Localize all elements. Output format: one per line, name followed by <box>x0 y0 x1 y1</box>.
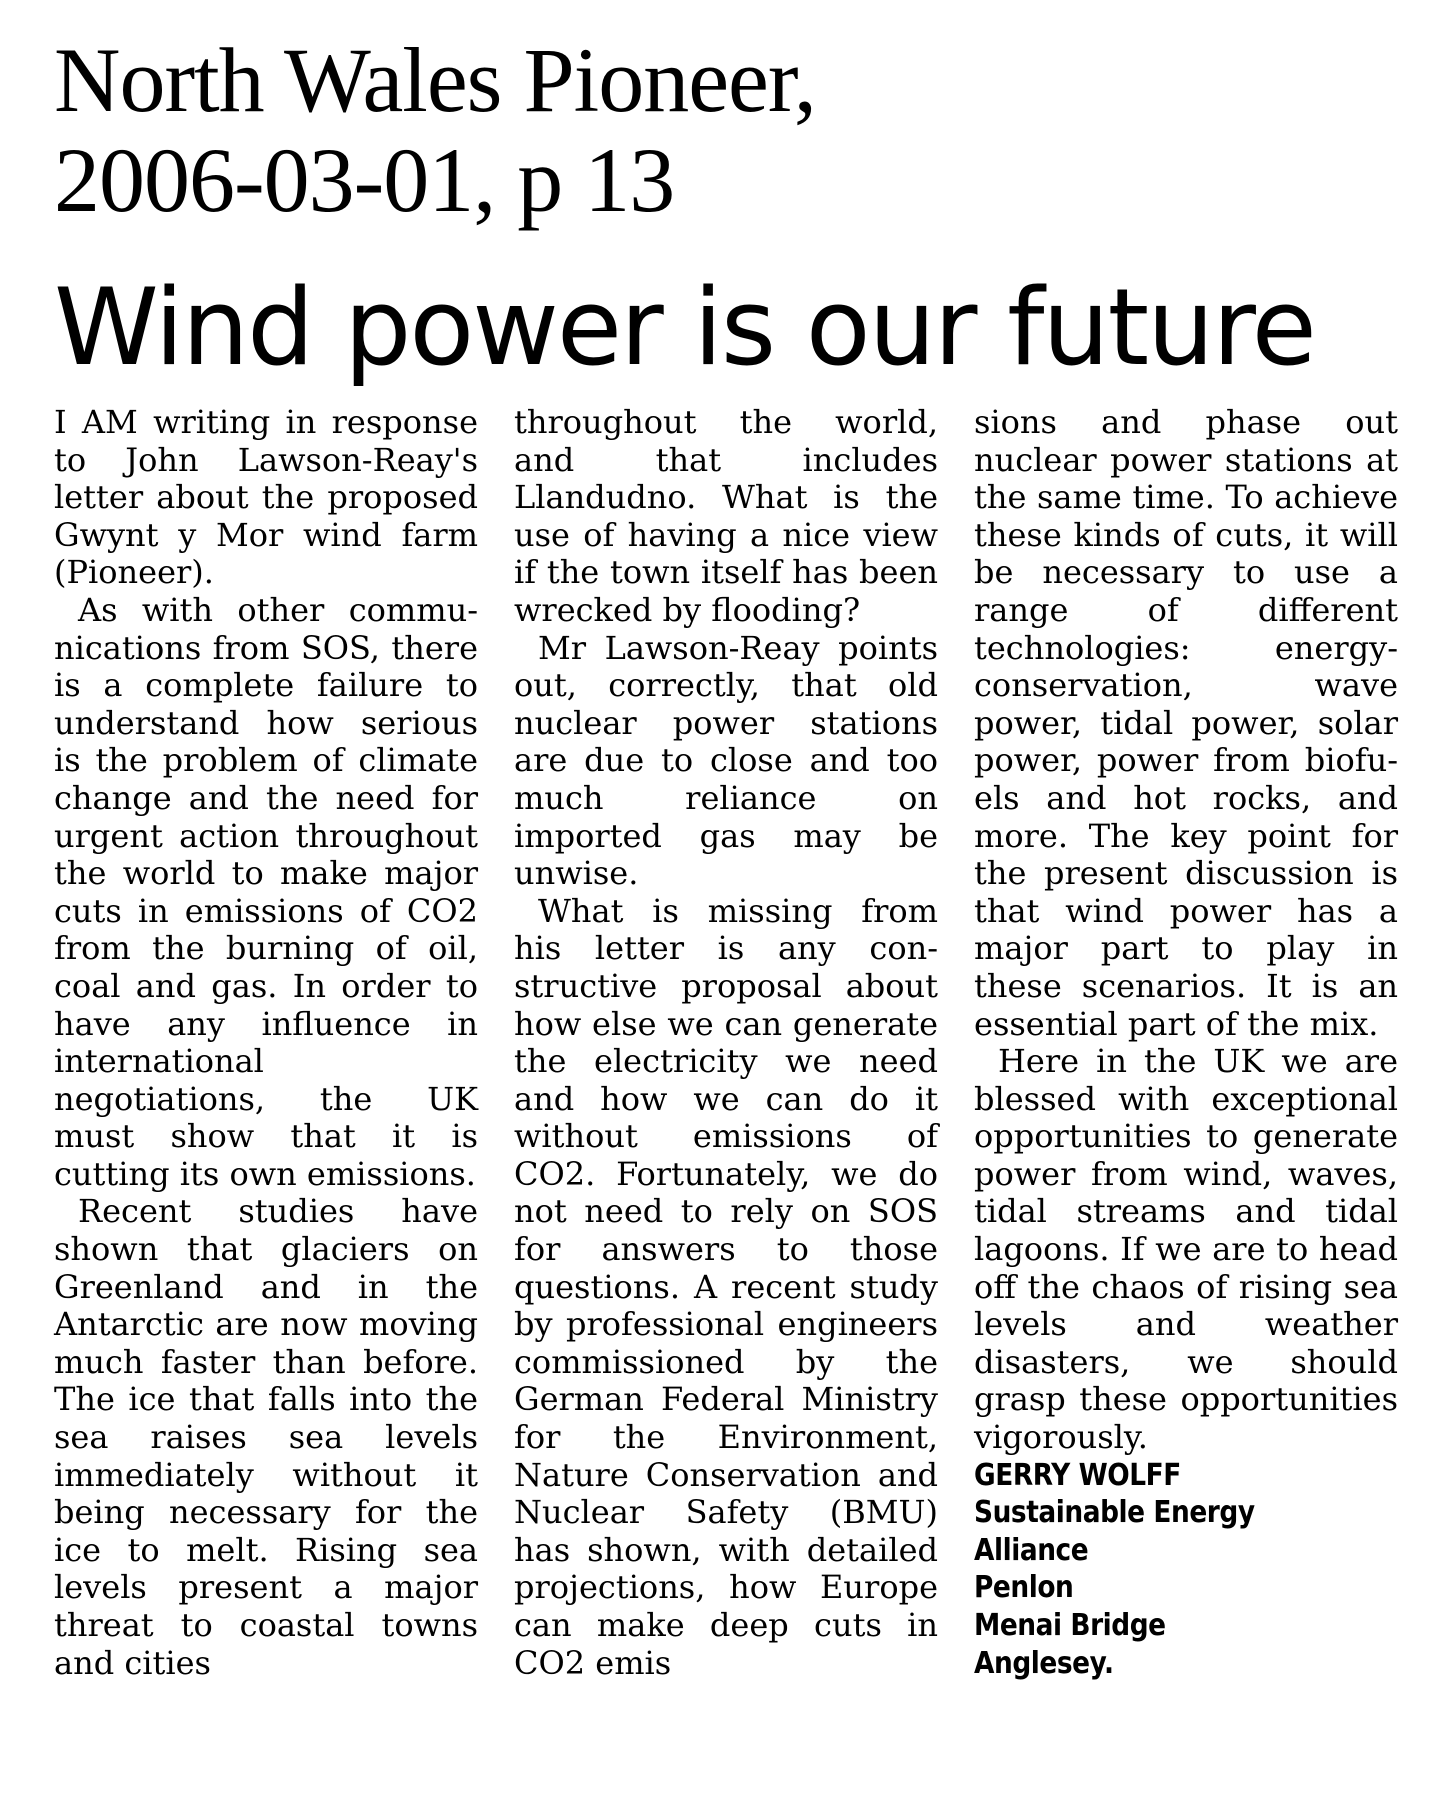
paragraph-uk-opportunities: Here in the UK we are blessed with exceptional opportunities to generate power from wind, waves, tidal streams and tidal lagoons. If we are to head off the chaos of rising sea levels and weather disasters, we should grasp these opportunities vigorously. <box>974 1042 1398 1457</box>
paragraph-glaciers: Recent studies have shown that glaciers on Greenland and in the Antarctic are now moving much faster than before. The ice that falls into the sea raises sea levels immediately without it being necessary for the ice to melt. Rising sea levels present a major threat to coastal towns and cities <box>54 1192 478 1682</box>
signature-address-line-1: Penlon <box>974 1570 1074 1606</box>
article-headline: Wind power is our future <box>54 266 1315 389</box>
paragraph-flooding: throughout the world, and that includes Llandudno. What is the use of having a nice view if the town itself has been wrecked by flooding? <box>514 403 938 629</box>
signature-org-line-1: Sustainable Energy <box>974 1495 1255 1531</box>
paragraph-nuclear: Mr Lawson-Reay points out, correctly, that old nuclear power stations are due to close and too much reliance on imported gas may be unwise. <box>514 628 938 893</box>
source-line-date-page: 2006-03-01, p 13 <box>54 129 675 231</box>
paragraph-sos-failure: As with other communications from SOS, there is a complete failure to understand how serious is the problem of climate change and the need for urgent action throughout the world to make major cuts in emissions of CO2 from the burning of oil, coal and gas. In order to have any influence in international negotiations, the UK must show that it is cutting its own emissions. <box>54 590 478 1193</box>
paragraph-intro: I AM writing in response to John Lawson-Reay's letter about the proposed Gwynt y Mor wind farm (Pioneer). <box>54 403 478 592</box>
source-citation <box>54 30 1254 230</box>
signature-name: GERRY WOLFF <box>974 1457 1181 1493</box>
signature-address-line-3: Anglesey. <box>974 1645 1114 1681</box>
article-column-2 <box>514 404 938 1682</box>
paragraph-technologies: sions and phase out nuclear power stations at the same time. To achieve these kinds of cuts, it will be necessary to use a range of different technologies: energy-conservation, wave power, tidal power, solar power, power from biofuels and hot rocks, and more. The key point for the present discussion is that wind power has a major part to play in these scenarios. It is an essential part of the mix. <box>974 403 1398 1043</box>
article-column-3 <box>974 404 1398 1682</box>
signature-org-line-2: Alliance <box>974 1532 1089 1568</box>
signature-address-line-2: Menai Bridge <box>974 1608 1166 1643</box>
paragraph-missing-proposal: What is missing from his letter is any constructive proposal about how else we can generate the electricity we need and how we can do it without emissions of CO2. Fortunately, we do not need to rely on SOS for answers to those questions. A recent study by professional engineers commissioned by the German Federal Ministry for the Environment, Nature Conservation and Nuclear Safety (BMU) has shown, with detailed projections, how Europe can make deep cuts in CO2 emis <box>514 891 938 1682</box>
source-line-publication: North Wales Pioneer, <box>54 29 816 131</box>
article-column-1 <box>54 404 478 1682</box>
